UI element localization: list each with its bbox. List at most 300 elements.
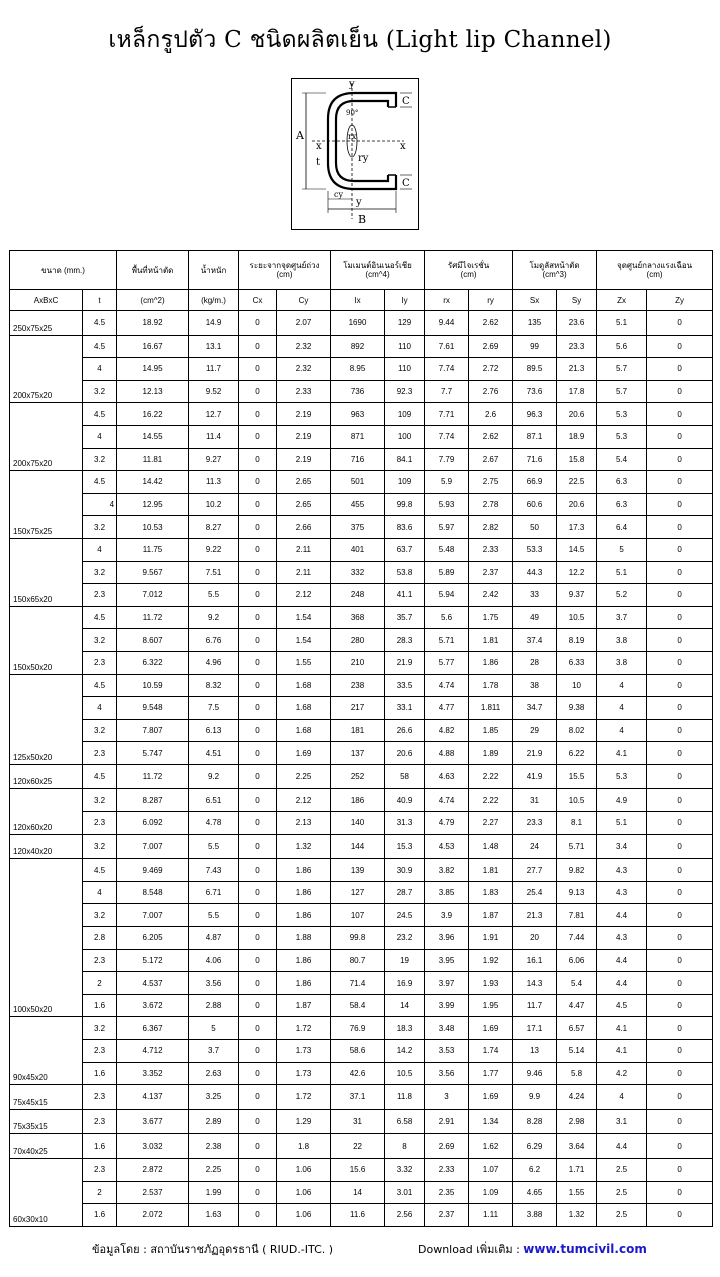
cell-area: 11.81	[117, 448, 189, 471]
cell-rx: 5.9	[425, 471, 469, 494]
cell-zx: 4.1	[597, 742, 647, 765]
cell-area: 5.172	[117, 949, 189, 972]
col-cy: Cy	[277, 290, 331, 311]
cell-rx: 4.53	[425, 834, 469, 859]
cell-size: 120x40x20	[10, 834, 83, 859]
cell-ix: 280	[331, 629, 385, 652]
cell-weight: 4.87	[189, 927, 239, 950]
cell-weight: 6.13	[189, 719, 239, 742]
cell-area: 3.032	[117, 1134, 189, 1159]
cell-weight: 5.5	[189, 904, 239, 927]
c-channel-section-drawing	[292, 79, 418, 229]
cell-ix: 871	[331, 425, 385, 448]
cell-cy: 2.25	[277, 764, 331, 789]
cell-iy: 31.3	[385, 812, 425, 835]
cell-t: 4.5	[83, 335, 117, 358]
cell-zy: 0	[647, 1158, 713, 1181]
table-row	[10, 904, 713, 927]
cell-rx: 4.74	[425, 789, 469, 812]
cell-t: 2.3	[83, 651, 117, 674]
cell-ry: 2.27	[469, 812, 513, 835]
cell-zx: 4.9	[597, 789, 647, 812]
cell-cx: 0	[239, 1158, 277, 1181]
cell-weight: 8.27	[189, 516, 239, 539]
cell-zx: 4	[597, 674, 647, 697]
cell-ry: 2.72	[469, 358, 513, 381]
cell-cy: 2.66	[277, 516, 331, 539]
cell-cx: 0	[239, 335, 277, 358]
cell-area: 3.672	[117, 994, 189, 1017]
cell-weight: 11.3	[189, 471, 239, 494]
label-b: B	[358, 213, 367, 226]
table-row	[10, 651, 713, 674]
cell-area: 9.567	[117, 561, 189, 584]
cell-weight: 9.52	[189, 380, 239, 403]
cell-sy: 1.32	[557, 1204, 597, 1227]
cell-sy: 12.2	[557, 561, 597, 584]
cell-zy: 0	[647, 606, 713, 629]
cell-sy: 8.1	[557, 812, 597, 835]
cell-cx: 0	[239, 380, 277, 403]
cell-iy: 28.7	[385, 881, 425, 904]
cell-sy: 20.6	[557, 403, 597, 426]
cell-t: 4.5	[83, 764, 117, 789]
cell-ry: 2.82	[469, 516, 513, 539]
cell-ry: 2.33	[469, 538, 513, 561]
cell-zy: 0	[647, 471, 713, 494]
cell-area: 8.548	[117, 881, 189, 904]
cell-rx: 3.96	[425, 927, 469, 950]
cell-t: 4	[83, 538, 117, 561]
cell-zx: 4.3	[597, 881, 647, 904]
cell-sx: 6.29	[513, 1134, 557, 1159]
cell-cy: 2.65	[277, 493, 331, 516]
cell-iy: 110	[385, 335, 425, 358]
cell-sy: 20.6	[557, 493, 597, 516]
cell-zy: 0	[647, 1040, 713, 1063]
cell-zy: 0	[647, 651, 713, 674]
cell-iy: 41.1	[385, 584, 425, 607]
cell-cy: 1.06	[277, 1204, 331, 1227]
cell-area: 12.13	[117, 380, 189, 403]
cell-area: 2.872	[117, 1158, 189, 1181]
cell-area: 14.42	[117, 471, 189, 494]
cell-ix: 210	[331, 651, 385, 674]
cell-rx: 7.74	[425, 358, 469, 381]
cell-weight: 5	[189, 1017, 239, 1040]
cell-rx: 2.37	[425, 1204, 469, 1227]
cell-zy: 0	[647, 949, 713, 972]
cell-area: 2.537	[117, 1181, 189, 1204]
cell-weight: 9.22	[189, 538, 239, 561]
cell-cy: 1.06	[277, 1181, 331, 1204]
table-row	[10, 812, 713, 835]
cell-area: 9.469	[117, 859, 189, 882]
cell-rx: 7.74	[425, 425, 469, 448]
cell-zx: 3.7	[597, 606, 647, 629]
cell-t: 2.3	[83, 584, 117, 607]
cell-ix: 181	[331, 719, 385, 742]
cell-area: 16.67	[117, 335, 189, 358]
col-rx: rx	[425, 290, 469, 311]
cell-cx: 0	[239, 881, 277, 904]
cell-iy: 33.5	[385, 674, 425, 697]
cell-sy: 23.3	[557, 335, 597, 358]
cell-sy: 10.5	[557, 789, 597, 812]
cell-zx: 4.2	[597, 1062, 647, 1085]
cell-rx: 3.53	[425, 1040, 469, 1063]
cell-sx: 21.9	[513, 742, 557, 765]
cell-rx: 3.82	[425, 859, 469, 882]
cell-ix: 144	[331, 834, 385, 859]
cell-cx: 0	[239, 927, 277, 950]
cell-ix: 99.8	[331, 927, 385, 950]
cell-cx: 0	[239, 719, 277, 742]
cell-size: 120x60x25	[10, 764, 83, 789]
cell-sx: 71.6	[513, 448, 557, 471]
cell-iy: 14.2	[385, 1040, 425, 1063]
cell-sx: 25.4	[513, 881, 557, 904]
cell-zy: 0	[647, 403, 713, 426]
cell-sy: 17.8	[557, 380, 597, 403]
cell-rx: 3.99	[425, 994, 469, 1017]
cell-cy: 1.06	[277, 1158, 331, 1181]
cell-size: 250x75x25	[10, 311, 83, 336]
cell-t: 4.5	[83, 674, 117, 697]
cell-cy: 1.86	[277, 972, 331, 995]
cell-cx: 0	[239, 859, 277, 882]
cell-cy: 1.86	[277, 904, 331, 927]
cell-cy: 1.68	[277, 697, 331, 720]
cell-ix: 8.95	[331, 358, 385, 381]
cell-cx: 0	[239, 904, 277, 927]
cell-zx: 4	[597, 719, 647, 742]
cell-sx: 50	[513, 516, 557, 539]
cell-rx: 9.44	[425, 311, 469, 336]
col-sy: Sy	[557, 290, 597, 311]
table-row	[10, 335, 713, 358]
cell-sy: 10.5	[557, 606, 597, 629]
cell-zy: 0	[647, 358, 713, 381]
cell-ry: 2.22	[469, 764, 513, 789]
cell-t: 4	[83, 493, 117, 516]
cell-ix: 332	[331, 561, 385, 584]
cell-t: 2.3	[83, 812, 117, 835]
header-gyration	[425, 251, 513, 290]
cell-weight: 4.96	[189, 651, 239, 674]
col-t: t	[83, 290, 117, 311]
cell-zx: 4	[597, 697, 647, 720]
label-cy: cy	[334, 190, 343, 199]
cell-ix: 252	[331, 764, 385, 789]
cell-iy: 58	[385, 764, 425, 789]
cell-t: 2.3	[83, 1085, 117, 1110]
cell-sx: 37.4	[513, 629, 557, 652]
cell-weight: 3.7	[189, 1040, 239, 1063]
cell-cy: 1.72	[277, 1017, 331, 1040]
cell-sy: 7.44	[557, 927, 597, 950]
cell-ry: 1.87	[469, 904, 513, 927]
cell-zy: 0	[647, 629, 713, 652]
cell-sy: 5.71	[557, 834, 597, 859]
cell-sx: 44.3	[513, 561, 557, 584]
cell-rx: 4.63	[425, 764, 469, 789]
cell-sy: 5.14	[557, 1040, 597, 1063]
cell-rx: 2.69	[425, 1134, 469, 1159]
table-row	[10, 311, 713, 336]
header-shear-unit: (cm)	[646, 270, 663, 279]
cell-zx: 5.4	[597, 448, 647, 471]
cell-rx: 3.56	[425, 1062, 469, 1085]
cell-area: 10.59	[117, 674, 189, 697]
cell-zx: 4.5	[597, 994, 647, 1017]
cell-iy: 3.01	[385, 1181, 425, 1204]
cell-cx: 0	[239, 834, 277, 859]
cell-cy: 2.12	[277, 789, 331, 812]
cell-iy: 100	[385, 425, 425, 448]
page-title: เหล็กรูปตัว C ชนิดผลิตเย็น (Light lip Channel)	[108, 27, 612, 53]
cell-weight: 6.51	[189, 789, 239, 812]
cell-t: 4.5	[83, 403, 117, 426]
cell-sx: 17.1	[513, 1017, 557, 1040]
cell-zx: 4.3	[597, 859, 647, 882]
cell-zx: 4.4	[597, 1134, 647, 1159]
cell-zx: 5.2	[597, 584, 647, 607]
cell-cy: 1.86	[277, 949, 331, 972]
cell-ry: 2.62	[469, 311, 513, 336]
footer-url-link[interactable]: www.tumcivil.com	[523, 1242, 647, 1256]
cell-t: 2.3	[83, 1158, 117, 1181]
cell-cx: 0	[239, 1040, 277, 1063]
cell-iy: 6.58	[385, 1109, 425, 1134]
cell-weight: 9.2	[189, 764, 239, 789]
table-row	[10, 949, 713, 972]
cell-t: 3.2	[83, 380, 117, 403]
cell-sx: 96.3	[513, 403, 557, 426]
cell-cy: 1.54	[277, 606, 331, 629]
cell-sx: 28	[513, 651, 557, 674]
table-row	[10, 1181, 713, 1204]
cell-zx: 6.3	[597, 493, 647, 516]
cell-weight: 4.78	[189, 812, 239, 835]
table-body	[10, 311, 713, 1227]
cell-iy: 23.2	[385, 927, 425, 950]
table-row	[10, 538, 713, 561]
cell-ix: 80.7	[331, 949, 385, 972]
table-row	[10, 881, 713, 904]
cell-cx: 0	[239, 1017, 277, 1040]
cell-iy: 53.8	[385, 561, 425, 584]
cell-zx: 4.3	[597, 927, 647, 950]
label-y-top: y	[349, 79, 355, 90]
cell-ix: 963	[331, 403, 385, 426]
cell-sx: 41.9	[513, 764, 557, 789]
cell-sx: 20	[513, 927, 557, 950]
cell-ry: 2.62	[469, 425, 513, 448]
table-row	[10, 606, 713, 629]
cell-cy: 2.19	[277, 448, 331, 471]
cell-sx: 31	[513, 789, 557, 812]
cell-iy: 16.9	[385, 972, 425, 995]
cell-ix: 140	[331, 812, 385, 835]
table-row	[10, 1109, 713, 1134]
cell-zy: 0	[647, 311, 713, 336]
cell-ix: 37.1	[331, 1085, 385, 1110]
cell-sy: 23.6	[557, 311, 597, 336]
header-inertia-label: โมเมนต์อินเนอร์เชีย	[343, 261, 412, 270]
cell-zy: 0	[647, 789, 713, 812]
cell-cy: 2.11	[277, 561, 331, 584]
cell-zy: 0	[647, 742, 713, 765]
cell-size: 75x35x15	[10, 1109, 83, 1134]
cell-weight: 3.56	[189, 972, 239, 995]
cell-iy: 129	[385, 311, 425, 336]
cell-area: 16.22	[117, 403, 189, 426]
cell-sy: 18.9	[557, 425, 597, 448]
cell-ix: 716	[331, 448, 385, 471]
cell-weight: 7.43	[189, 859, 239, 882]
cell-weight: 6.76	[189, 629, 239, 652]
cell-area: 6.205	[117, 927, 189, 950]
cell-sx: 23.3	[513, 812, 557, 835]
table-row	[10, 516, 713, 539]
cell-cx: 0	[239, 629, 277, 652]
cell-iy: 26.6	[385, 719, 425, 742]
cell-iy: 35.7	[385, 606, 425, 629]
cell-cy: 2.32	[277, 335, 331, 358]
cell-ix: 42.6	[331, 1062, 385, 1085]
table-row	[10, 1204, 713, 1227]
cell-sx: 9.9	[513, 1085, 557, 1110]
cell-sy: 15.8	[557, 448, 597, 471]
cell-sy: 4.24	[557, 1085, 597, 1110]
label-c-bottom: C	[402, 178, 410, 189]
cell-cx: 0	[239, 972, 277, 995]
cell-cx: 0	[239, 538, 277, 561]
cell-zy: 0	[647, 812, 713, 835]
cell-weight: 2.38	[189, 1134, 239, 1159]
label-a: A	[296, 129, 304, 142]
table-header-row-2	[10, 290, 713, 311]
cell-zx: 2.5	[597, 1204, 647, 1227]
cell-sy: 15.5	[557, 764, 597, 789]
cell-zy: 0	[647, 994, 713, 1017]
cell-t: 4.5	[83, 471, 117, 494]
col-axbxc: AxBxC	[10, 290, 83, 311]
cell-zx: 5.3	[597, 403, 647, 426]
cell-ry: 1.11	[469, 1204, 513, 1227]
cell-t: 2.3	[83, 1109, 117, 1134]
cell-zy: 0	[647, 1085, 713, 1110]
header-centroid-label: ระยะจากจุดศูนย์ถ่วง	[249, 261, 320, 270]
cell-ix: 139	[331, 859, 385, 882]
cell-cy: 2.19	[277, 403, 331, 426]
cell-ix: 248	[331, 584, 385, 607]
cell-weight: 7.51	[189, 561, 239, 584]
table-row	[10, 927, 713, 950]
cell-cx: 0	[239, 697, 277, 720]
cell-sy: 3.64	[557, 1134, 597, 1159]
cell-cx: 0	[239, 651, 277, 674]
cell-sx: 87.1	[513, 425, 557, 448]
cell-sy: 1.55	[557, 1181, 597, 1204]
cell-ix: 375	[331, 516, 385, 539]
cell-sx: 99	[513, 335, 557, 358]
cell-zy: 0	[647, 1134, 713, 1159]
cell-cy: 1.69	[277, 742, 331, 765]
cell-ry: 1.75	[469, 606, 513, 629]
cell-iy: 33.1	[385, 697, 425, 720]
cell-cy: 1.72	[277, 1085, 331, 1110]
cell-cy: 2.12	[277, 584, 331, 607]
cell-sx: 11.7	[513, 994, 557, 1017]
cell-zx: 4.4	[597, 972, 647, 995]
cell-t: 4	[83, 358, 117, 381]
cell-rx: 2.35	[425, 1181, 469, 1204]
header-modulus-label: โมดูลัสหน้าตัด	[529, 261, 580, 270]
table-row	[10, 425, 713, 448]
cell-rx: 5.71	[425, 629, 469, 652]
cell-weight: 3.25	[189, 1085, 239, 1110]
cell-zx: 5.6	[597, 335, 647, 358]
cell-sx: 89.5	[513, 358, 557, 381]
table-row	[10, 1040, 713, 1063]
cell-ry: 2.69	[469, 335, 513, 358]
table-row	[10, 859, 713, 882]
cell-iy: 2.56	[385, 1204, 425, 1227]
col-area-unit: (cm^2)	[117, 290, 189, 311]
cell-ry: 2.78	[469, 493, 513, 516]
cell-cy: 1.32	[277, 834, 331, 859]
cell-iy: 30.9	[385, 859, 425, 882]
cell-sx: 38	[513, 674, 557, 697]
cell-zy: 0	[647, 1017, 713, 1040]
cell-iy: 40.9	[385, 789, 425, 812]
cell-rx: 3.97	[425, 972, 469, 995]
cell-zx: 3.4	[597, 834, 647, 859]
cell-sy: 14.5	[557, 538, 597, 561]
cell-size: 200x75x20	[10, 335, 83, 403]
table-row	[10, 493, 713, 516]
cell-zy: 0	[647, 834, 713, 859]
cell-iy: 84.1	[385, 448, 425, 471]
cell-rx: 4.88	[425, 742, 469, 765]
cell-sx: 13	[513, 1040, 557, 1063]
header-gyration-label: รัศมีไจเรชั่น	[447, 261, 490, 270]
table-row	[10, 764, 713, 789]
cell-zy: 0	[647, 493, 713, 516]
cell-cx: 0	[239, 358, 277, 381]
cell-cy: 1.86	[277, 881, 331, 904]
cell-weight: 4.51	[189, 742, 239, 765]
footer-download-label: Download เพิ่มเติม :	[418, 1243, 524, 1256]
cell-ix: 368	[331, 606, 385, 629]
cell-sx: 4.65	[513, 1181, 557, 1204]
cell-iy: 11.8	[385, 1085, 425, 1110]
cell-iy: 83.6	[385, 516, 425, 539]
cell-cx: 0	[239, 606, 277, 629]
label-x-right: x	[400, 141, 406, 152]
cell-rx: 3.85	[425, 881, 469, 904]
cell-iy: 8	[385, 1134, 425, 1159]
cell-sx: 29	[513, 719, 557, 742]
cell-sy: 9.38	[557, 697, 597, 720]
cell-iy: 14	[385, 994, 425, 1017]
cell-area: 12.95	[117, 493, 189, 516]
cell-cx: 0	[239, 403, 277, 426]
cell-zx: 6.4	[597, 516, 647, 539]
cell-ry: 1.69	[469, 1017, 513, 1040]
